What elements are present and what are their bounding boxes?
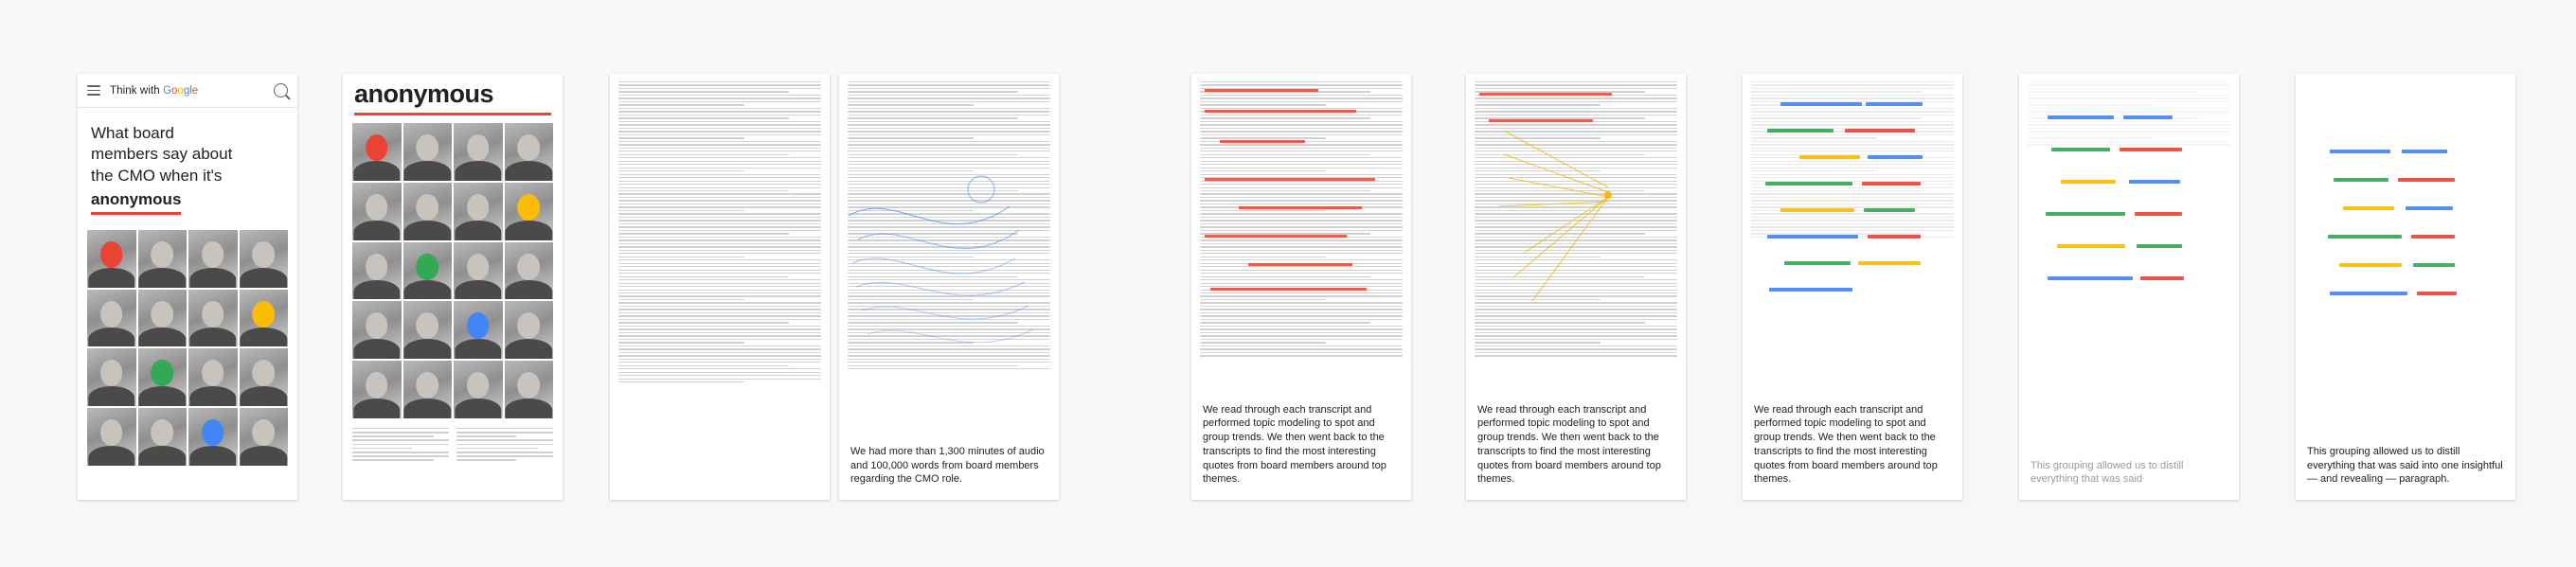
highlight-bar bbox=[2413, 263, 2455, 267]
highlight-bar bbox=[2406, 206, 2453, 210]
page-headline bbox=[78, 108, 297, 215]
highlight-bar bbox=[2140, 276, 2184, 280]
highlight-bar bbox=[2123, 115, 2173, 119]
poster-title: anonymous bbox=[354, 80, 494, 108]
transcript-text bbox=[839, 74, 1059, 380]
panel-think-with-google bbox=[78, 74, 297, 500]
avatar bbox=[454, 183, 503, 240]
highlight-bar bbox=[2343, 206, 2394, 210]
avatar bbox=[505, 242, 554, 300]
avatar bbox=[188, 348, 238, 406]
panel-transcript-grouped-highlights bbox=[1743, 74, 1962, 500]
panel-grouping-insight bbox=[2296, 74, 2515, 500]
red-highlight bbox=[1205, 235, 1347, 238]
avatar bbox=[188, 230, 238, 288]
avatar bbox=[352, 183, 402, 240]
panel-caption: This grouping allowed us to distill everything that was said into one insightful — and revealing — paragraph. bbox=[2296, 435, 2515, 500]
poster-body-text bbox=[343, 424, 563, 473]
highlight-bar bbox=[2411, 235, 2455, 239]
highlight-bar bbox=[1799, 155, 1860, 159]
avatar bbox=[505, 123, 554, 181]
highlight-bar bbox=[2339, 263, 2402, 267]
avatar bbox=[454, 301, 503, 359]
highlight-bar bbox=[2129, 180, 2180, 184]
avatar bbox=[505, 183, 554, 240]
highlight-bar bbox=[1868, 155, 1923, 159]
highlight-bar bbox=[2137, 244, 2182, 248]
site-title-prefix: Think with bbox=[110, 84, 164, 97]
avatar bbox=[454, 123, 503, 181]
avatar bbox=[87, 408, 136, 466]
avatar bbox=[87, 230, 136, 288]
avatar bbox=[352, 301, 402, 359]
highlight-bar bbox=[2402, 150, 2447, 153]
red-highlight bbox=[1248, 263, 1352, 266]
avatar bbox=[403, 301, 453, 359]
panel-transcript-word-count bbox=[839, 74, 1059, 500]
transcript-text bbox=[1743, 74, 1962, 247]
highlight-bar bbox=[1862, 182, 1921, 186]
panel-transcript-marked-red bbox=[1191, 74, 1411, 500]
google-wordmark: Google bbox=[163, 84, 199, 97]
avatar bbox=[188, 290, 238, 347]
avatar bbox=[87, 290, 136, 347]
search-icon[interactable] bbox=[274, 83, 288, 97]
headline-line-4: anonymous bbox=[91, 189, 181, 210]
red-highlight bbox=[1479, 93, 1612, 96]
red-highlight bbox=[1239, 206, 1362, 209]
highlight-bar bbox=[1868, 235, 1921, 239]
highlight-bar bbox=[2046, 212, 2125, 216]
highlight-bar bbox=[2398, 178, 2455, 182]
highlight-bar bbox=[1767, 235, 1858, 239]
transcript-text bbox=[2019, 74, 2239, 155]
panel-caption: We read through each transcript and performed topic modeling to spot and group trends. We then went back to the transcripts to find the most interesting quotes from board members around top themes. bbox=[1743, 394, 1962, 500]
avatar bbox=[240, 408, 289, 466]
avatar-grid bbox=[343, 115, 563, 424]
hamburger-icon[interactable] bbox=[87, 85, 100, 96]
avatar bbox=[87, 348, 136, 406]
red-highlight bbox=[1220, 140, 1305, 143]
panel-anonymous-poster bbox=[343, 74, 563, 500]
transcript-text bbox=[1191, 74, 1411, 366]
highlight-bar bbox=[2334, 178, 2388, 182]
highlight-bar bbox=[1767, 129, 1834, 133]
panel-caption: This grouping allowed us to distill everything that was said bbox=[2019, 450, 2239, 500]
panel-caption: We read through each transcript and performed topic modeling to spot and group trends. We then went back to the transcripts to find the most interesting quotes from board members around top themes. bbox=[1191, 394, 1411, 500]
avatar bbox=[138, 408, 188, 466]
highlight-bar bbox=[2330, 292, 2407, 295]
avatar bbox=[505, 301, 554, 359]
red-highlight bbox=[1205, 110, 1356, 113]
panel-transcript-grouping-faded bbox=[2019, 74, 2239, 500]
avatar bbox=[138, 290, 188, 347]
panel-raw-transcript-1 bbox=[610, 74, 830, 500]
avatar bbox=[240, 290, 289, 347]
highlight-bar bbox=[2328, 235, 2402, 239]
highlight-bar bbox=[1864, 208, 1915, 212]
highlight-bar bbox=[2330, 150, 2390, 153]
headline-line-1: What board bbox=[91, 124, 174, 142]
transcript-text bbox=[1466, 74, 1686, 366]
highlight-bar bbox=[2417, 292, 2457, 295]
avatar bbox=[188, 408, 238, 466]
headline-line-3: the CMO when it's bbox=[91, 166, 223, 185]
avatar bbox=[240, 348, 289, 406]
avatar bbox=[138, 348, 188, 406]
highlight-bar bbox=[1780, 102, 1862, 106]
avatar bbox=[454, 242, 503, 300]
panel-caption: We read through each transcript and performed topic modeling to spot and group trends. We then went back to the transcripts to find the most interesting quotes from board members around top themes. bbox=[1466, 394, 1686, 500]
avatar bbox=[403, 123, 453, 181]
panel-transcript-topic-modeling bbox=[1466, 74, 1686, 500]
highlight-bar bbox=[1769, 288, 1852, 292]
highlight-bar bbox=[2061, 180, 2116, 184]
avatar bbox=[352, 123, 402, 181]
highlight-bar bbox=[2135, 212, 2182, 216]
site-title bbox=[110, 85, 274, 97]
highlight-bar bbox=[1858, 261, 1921, 265]
highlight-bar bbox=[2048, 276, 2133, 280]
mobile-header bbox=[78, 74, 297, 108]
avatar bbox=[240, 230, 289, 288]
red-highlight bbox=[1210, 288, 1367, 291]
transcript-text bbox=[610, 74, 830, 393]
avatar bbox=[352, 361, 402, 418]
avatar bbox=[403, 183, 453, 240]
highlight-bar bbox=[1780, 208, 1854, 212]
avatar bbox=[505, 361, 554, 418]
panel-caption: We had more than 1,300 minutes of audio and 100,000 words from board members regarding the CMO role. bbox=[839, 435, 1059, 500]
red-highlight bbox=[1205, 89, 1318, 92]
avatar bbox=[454, 361, 503, 418]
highlight-bar bbox=[2057, 244, 2125, 248]
headline-line-2: members say about bbox=[91, 145, 233, 164]
highlight-bar bbox=[2120, 148, 2182, 151]
avatar bbox=[352, 242, 402, 300]
highlight-bar bbox=[2048, 115, 2114, 119]
red-highlight bbox=[1205, 178, 1375, 181]
avatar bbox=[403, 361, 453, 418]
highlight-bar bbox=[1765, 182, 1852, 186]
avatar bbox=[138, 230, 188, 288]
avatar bbox=[403, 242, 453, 300]
highlight-bar bbox=[1866, 102, 1923, 106]
red-highlight bbox=[1489, 119, 1593, 122]
avatar-grid bbox=[78, 215, 297, 475]
highlight-bar bbox=[1845, 129, 1915, 133]
highlight-bar bbox=[2051, 148, 2110, 151]
highlight-bar bbox=[1784, 261, 1851, 265]
